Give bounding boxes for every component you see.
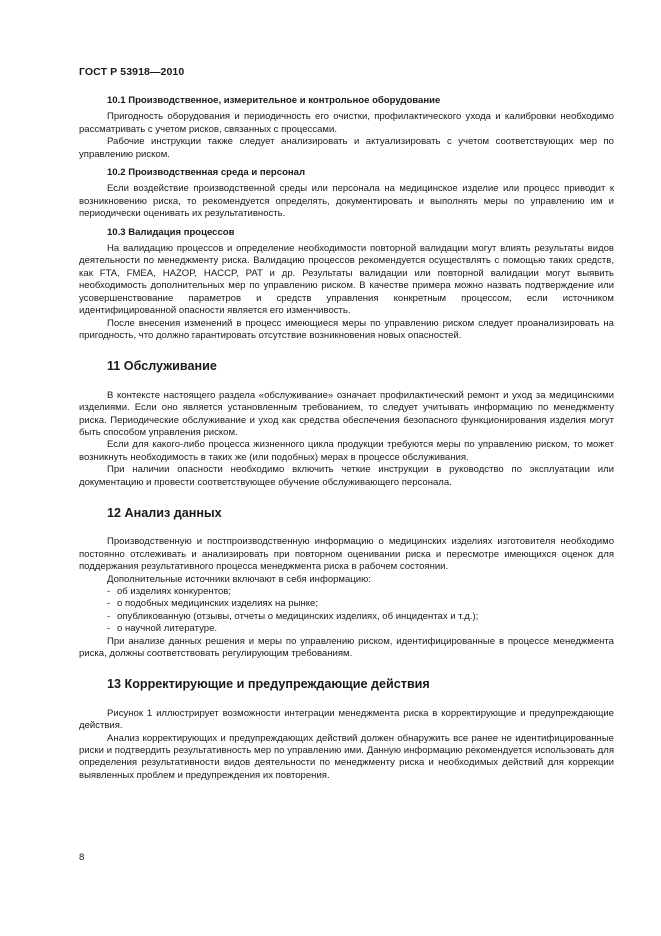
section-10-1-heading: 10.1 Производственное, измерительное и контрольное оборудование <box>107 95 441 106</box>
list-item: - опубликованную (отзывы, отчеты о медицинских изделиях, об инцидентах и т.д.); <box>107 610 479 622</box>
paragraph: Дополнительные источники включают в себя информацию: <box>107 573 371 585</box>
paragraph: Пригодность оборудования и периодичность его очистки, профилактического ухода и калибровки необходимо рассматривать с учетом рисков, связанных с процессами. <box>79 111 614 135</box>
section-10-2-heading: 10.2 Производственная среда и персонал <box>107 167 306 179</box>
sources-list <box>79 586 614 636</box>
paragraph: В контексте настоящего раздела «обслуживание» означает профилактический ремонт и уход за медицинскими изделиями. Если оно является установленным требованием, то следует учитывать информацию по менеджменту риска. Периодические обслуживание и уход как средства обеспечения безопасного функционирования изделия могут быть способом управления риском. <box>79 389 614 438</box>
section-13-heading: 13 Корректирующие и предупреждающие действия <box>107 677 430 692</box>
paragraph: Производственную и постпроизводственную информацию о медицинских изделиях изготовителя необходимо постоянно отслеживать и анализировать при повторном оценивании риска и пересмотре имеющихся оценок для поддержания результативного процесса менеджмента риска в рабочем состоянии. <box>79 536 614 573</box>
paragraph: После внесения изменений в процесс имеющиеся меры по управлению риском следует проанализировать на пригодность, что должно гарантировать отсутствие возникновения новых опасностей. <box>79 317 614 341</box>
section-10-3-heading: 10.3 Валидация процессов <box>107 226 235 238</box>
list-item: - о подобных медицинских изделиях на рынке; <box>107 598 318 610</box>
paragraph: Если для какого-либо процесса жизненного цикла продукции требуются меры по управлению риском, то может возникнуть необходимость в таких же (или подобных) мерах в процессе обслуживания. <box>79 439 614 463</box>
list-item: - о научной литературе. <box>107 623 218 635</box>
paragraph: При наличии опасности необходимо включить четкие инструкции в руководство по эксплуатации или документацию и провести соответствующее обучение обслуживающего персонала. <box>79 464 614 488</box>
paragraph: Рабочие инструкции также следует анализировать и актуализировать с учетом соответствующих мер по управлению риском. <box>79 136 614 160</box>
list-item: - об изделиях конкурентов; <box>107 586 231 597</box>
paragraph: Рисунок 1 иллюстрирует возможности интеграции менеджмента риска в корректирующие и предупреждающие действия. <box>79 707 614 732</box>
section-11-heading: 11 Обслуживание <box>107 359 217 374</box>
paragraph: На валидацию процессов и определение необходимости повторной валидации могут влиять результаты видов деятельности по менеджменту риска. Валидацию процессов рекомендуется осуществлять с помощью таких средств, как FTA, FMEA, HAZOP, HACCP, PAT и др. Результаты валидации или повторной валидации могут выявить необходимость дополнительных мер по управлению риском. В качестве примера можно назвать подтверждение или усовершенствование параметров и средств управления конкретным процессом, если источником идентифицированной опасности является его изменчивость. <box>79 243 614 317</box>
document-header: ГОСТ Р 53918—2010 <box>79 66 185 78</box>
document-body <box>79 95 614 782</box>
paragraph: Если воздействие производственной среды или персонала на медицинское изделие или процесс приводит к возникновению риска, то рекомендуется определять, документировать и выполнять меры по управлению им и периодически оценивать их результативность. <box>79 183 614 220</box>
page-number: 8 <box>79 852 85 863</box>
paragraph: Анализ корректирующих и предупреждающих действий должен обнаружить все ранее не идентифицированные риски и подтвердить результативность мер по управлению ими. Данную информацию рекомендуется использовать для определения результативности видов деятельности по менеджменту риска и необходимых действий для коррекции выявленных проблем и предупреждения их повторения. <box>79 732 614 781</box>
paragraph: При анализе данных решения и меры по управлению риском, идентифицированные в процессе менеджмента риска, должны соответствовать регулирующим требованиям. <box>79 635 614 660</box>
section-12-heading: 12 Анализ данных <box>107 505 222 520</box>
